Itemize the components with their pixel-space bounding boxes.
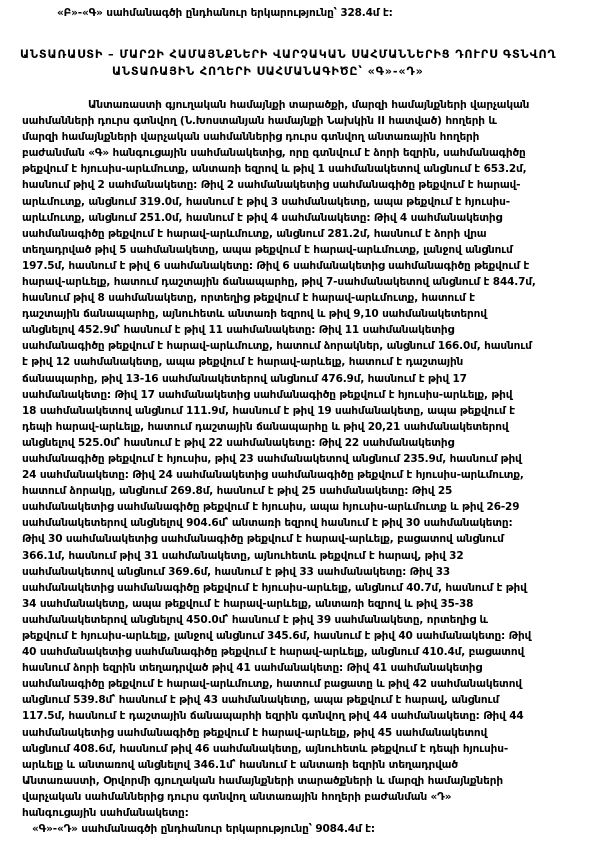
paragraph-line: 34 սահմանակետը, ապա թեքվում է հարավ-արևելք, անտառի եզրով և թիվ 35-38 <box>22 597 474 610</box>
paragraph-line: սահմանների դուրս գտնվող (Ն.Խոստանյան համայնքի Նախկին II հատված) հողերի և <box>22 115 497 128</box>
paragraph-line: արևմուտք, անցնում 319.0մ, հասնում է թիվ 3 սահմանակետը, ապա թեքվում է հյուսիս- <box>22 195 510 208</box>
paragraph-line: անցնում 539.8մ՝ հասնում է թիվ 43 սահմանակետը, ապա թեքվում է հարավ, անցնում <box>22 694 499 707</box>
paragraph-line: սահմանակետից սահմանագիծը թեքվում է հյուսիս-արևելք, անցնում 40.7մ, հասնում է թիվ <box>22 581 527 594</box>
segment-length-line: «Բ»-«Գ» սահմանագծի ընդհանուր երկարությունը՝ 328.4մ է: <box>57 7 393 19</box>
paragraph-line: 197.5մ, հասնում է թիվ 6 սահմանակետը: Թիվ 6 սահմանակետից սահմանագիծը թեքվում է <box>22 259 530 272</box>
paragraph-line: Անտառաստի գյուղական համայնքի տարածքի, մարզի համայնքների վարչական <box>88 99 530 111</box>
paragraph-line: անցնելով 452.9մ՝ հասնում է թիվ 11 սահմանակետը: Թիվ 11 սահմանակետից <box>22 324 455 337</box>
paragraph-line: հանգուցային սահմանակետը: <box>22 806 189 819</box>
segment-length-line: «Գ»-«Դ» սահմանագծի ընդհանուր երկարությունը՝ 9084.4մ է: <box>32 823 375 835</box>
paragraph-line: 40 սահմանակետից սահմանագիծը թեքվում է հարավ-արևելք, անցնում 410.4մ, բացատով <box>22 646 525 658</box>
paragraph-line: արևմուտք, անցնում 251.0մ, հասնում է թիվ 4 սահմանակետը: Թիվ 4 սահմանակետից <box>22 211 503 224</box>
paragraph-line: սահմանակետերով անցնելով 450.0մ՝ հասնում է թիվ 39 սահմանակետը, որտեղից և <box>22 613 488 626</box>
paragraph-line: բաժանման «Գ» հանգուցային սահմանակետից, որը գտնվում է ձորի եզրին, սահմանագիծը <box>22 147 526 160</box>
paragraph-line: տեղադրված թիվ 5 սահմանակետը, ապա թեքվում է հարավ-արևմուտք, լանջով անցնում <box>22 243 513 256</box>
paragraph-line: սահմանագիծը թեքվում է հյուսիս, թիվ 23 սահմանակետով անցնում 235.9մ, հասնում թիվ <box>22 453 522 465</box>
paragraph-line: սահմանագիծը թեքվում է հարավ-արևմուտք, անցնում 281.2մ, հասնում է ձորի վրա <box>22 227 487 240</box>
paragraph-line: սահմանակետով անցնում 369.6մ, հասնում է թիվ 33 սահմանակետը: Թիվ 33 <box>22 565 451 578</box>
paragraph-line: սահմանակետից սահմանագիծը թեքվում է հյուսիս, ապա հյուսիս-արևմուտք և թիվ 26-29 <box>22 501 520 514</box>
paragraph-line: սահմանակետը: Թիվ 17 սահմանակետից սահմանագիծը թեքվում է հյուսիս-արևելք, թիվ <box>22 388 513 401</box>
paragraph-line: սահմանագիծը թեքվում է հարավ-արևմուտք, հատում բացատը և թիվ 42 սահմանակետով <box>22 678 522 691</box>
paragraph-line: հատում ձորակը, անցնում 269.8մ, հասնում է թիվ 25 սահմանակետը: Թիվ 25 <box>22 485 453 498</box>
paragraph-line: սահմանակետից սահմանագիծը թեքվում է հարավ-արևելք, թիվ 45 սահմանակետով <box>22 726 488 739</box>
paragraph-line: մարզի համայնքների վարչական սահմաններից դուրս գտնվող անտառային հողերի <box>22 131 480 144</box>
paragraph-line: հասնում թիվ 8 սահմանակետը, որտեղից թեքվում է հարավ-արևմուտք, հատում է <box>22 292 475 305</box>
paragraph-line: դաշտային ճանապարհը, այնուհետև անտառի եզրով և թիվ 9,10 սահմանակետերով <box>22 308 487 321</box>
paragraph-line: Թիվ 30 սահմանակետից սահմանագիծը թեքվում է հարավ-արևելք, բացատով անցնում <box>22 533 504 546</box>
paragraph-line: հարավ-արևելք, հատում դաշտային ճանապարհը, թիվ 7-սահմանակետով անցնում է 844.7մ, <box>22 276 536 288</box>
paragraph-line: սահմանագիծը թեքվում է հարավ-արևմուտք, հատում ձորակներ, անցնում 166.0մ, հասնում <box>22 340 532 353</box>
paragraph-line: անցնում 408.6մ, հասնում թիվ 46 սահմանակետը, այնուհետև թեքվում է դեպի հյուսիս- <box>22 742 509 755</box>
paragraph-line: է թիվ 12 սահմանակետը, ապա թեքվում է հարավ-արևելք, հատում է դաշտային <box>22 356 464 369</box>
paragraph-line: 117.5մ, հասնում է դաշտային ճանապարհի եզրին գտնվող թիվ 44 սահմանակետը: Թիվ 44 <box>22 710 524 723</box>
paragraph-line: հասնում ձորի եզրին տեղադրված թիվ 41 սահմանակետը: Թիվ 41 սահմանակետից <box>22 662 482 675</box>
section-heading: ԱՆՏԱՌԱՍՏԻ – ՄԱՐԶԻ ՀԱՄԱՅՆՔՆԵՐԻ ՎԱՐՉԱԿԱՆ ՍԱՀՄԱՆՆԵՐԻՑ ԴՈՒՐՍ ԳՏՆՎՈՂ <box>20 48 557 61</box>
paragraph-line: թեքվում է հյուսիս-արևմուտք, անտառի եզրով և թիվ 1 սահմանակետով անցնում է 653.2մ, <box>22 163 527 176</box>
paragraph-line: արևելք և անտառով անցնելով 346.1մ՝ հասնում է անտառի եզրին տեղադրված <box>22 758 458 771</box>
section-heading: ԱՆՏԱՌԱՅԻՆ ՀՈՂԵՐԻ ՍԱՀՄԱՆԱԳԻԾԸ՝ «Գ»-«Դ» <box>112 65 424 78</box>
paragraph-line: անցնելով 525.0մ՝ հասնում է թիվ 22 սահմանակետը: Թիվ 22 սահմանակետից <box>22 436 455 449</box>
paragraph-line: 24 սահմանակետը: Թիվ 24 սահմանակետից սահմանագիծը թեքվում է հյուսիս-արևմուտք, <box>22 469 524 481</box>
paragraph-line: 18 սահմանակետով անցնում 111.9մ, հասնում է թիվ 19 սահմանակետը, ապա թեքվում է <box>22 404 515 417</box>
paragraph-line: վարչական սահմաններից դուրս գտնվող անտառային հողերի բաժանման «Դ» <box>22 790 452 803</box>
paragraph-line: ճանապարհը, թիվ 13-16 սահմանակետերով անցնում 476.9մ, հասնում է թիվ 17 <box>22 372 467 385</box>
paragraph-line: սահմանակետերով անցնելով 904.6մ՝ անտառի եզրով հասնում է թիվ 30 սահմանակետը: <box>22 517 513 530</box>
paragraph-line: թեքվում է հյուսիս-արևելք, լանջով անցնում 345.6մ, հասնում է թիվ 40 սահմանակետը: Թիվ <box>22 629 532 642</box>
paragraph-line: Անտառաստի, Օրվորմի գյուղական համայնքների տարածքների և մարզի համայնքների <box>22 774 503 787</box>
paragraph-line: հասնում թիվ 2 սահմանակետը: Թիվ 2 սահմանակետից սահմանագիծը թեքվում է հարավ- <box>22 179 521 192</box>
paragraph-line: 366.1մ, հասնում թիվ 31 սահմանակետը, այնուհետև թեքվում է հարավ, թիվ 32 <box>22 549 464 562</box>
paragraph-line: դեպի հարավ-արևելք, հատում դաշտային ճանապարհը և թիվ 20,21 սահմանակետերով <box>22 420 509 433</box>
